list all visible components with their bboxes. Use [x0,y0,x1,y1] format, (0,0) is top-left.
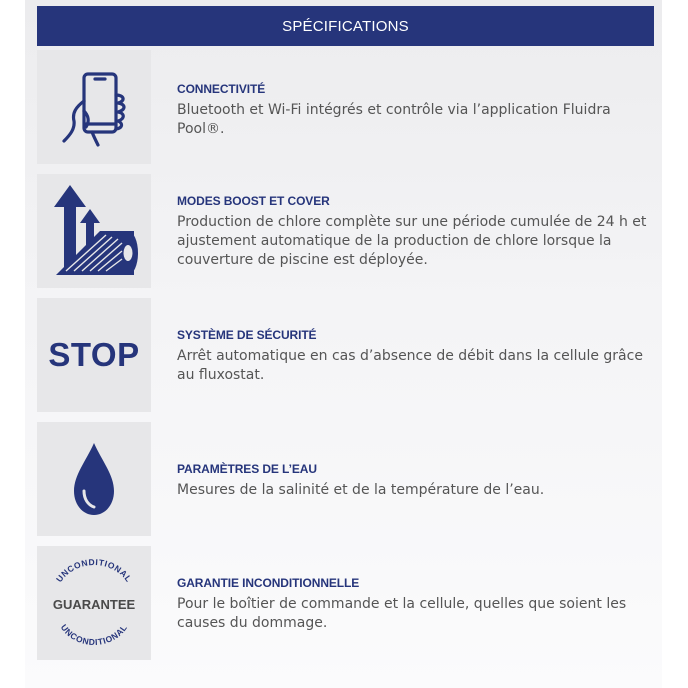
header-title: SPÉCIFICATIONS [282,17,409,35]
svg-text:UNCONDITIONAL [59,622,129,647]
spec-title: PARAMÈTRES DE L’EAU [177,462,317,476]
icon-box-water [37,422,151,536]
seal-top-text: UNCONDITIONAL [53,556,135,585]
spec-description: Mesures de la salinité et de la température de l’eau. [177,482,545,498]
boost-cover-arrows-icon [44,179,144,283]
seal-middle-text: GUARANTEE [52,597,136,612]
spec-title: GARANTIE INCONDITIONNELLE [177,576,360,590]
specifications-header [37,6,654,46]
stop-icon: STOP [48,336,140,373]
water-drop-icon [64,439,124,519]
spec-title: MODES BOOST ET COVER [177,194,330,208]
smartphone-hand-icon [54,67,134,147]
svg-text:UNCONDITIONAL [54,557,134,584]
spec-description: Pour le boîtier de commande et la cellule, quelles que soient les causes du dommage. [177,596,627,631]
icon-box-connectivity [37,50,151,164]
spec-title: SYSTÈME DE SÉCURITÉ [177,328,317,342]
spec-description: Production de chlore complète sur une période cumulée de 24 h et ajustement automatique de la production de chlore lorsque la couverture de piscine est déployée. [177,214,647,268]
seal-bottom-text: UNCONDITIONAL [58,622,130,648]
guarantee-seal-icon [40,553,148,653]
icon-box-guarantee [37,546,151,660]
icon-box-boost-cover [37,174,151,288]
spec-description: Bluetooth et Wi-Fi intégrés et contrôle via l’application Fluidra Pool®. [177,102,611,137]
spec-description: Arrêt automatique en cas d’absence de débit dans la cellule grâce au fluxostat. [177,348,643,383]
icon-box-safety [37,298,151,412]
spec-title: CONNECTIVITÉ [177,82,266,96]
